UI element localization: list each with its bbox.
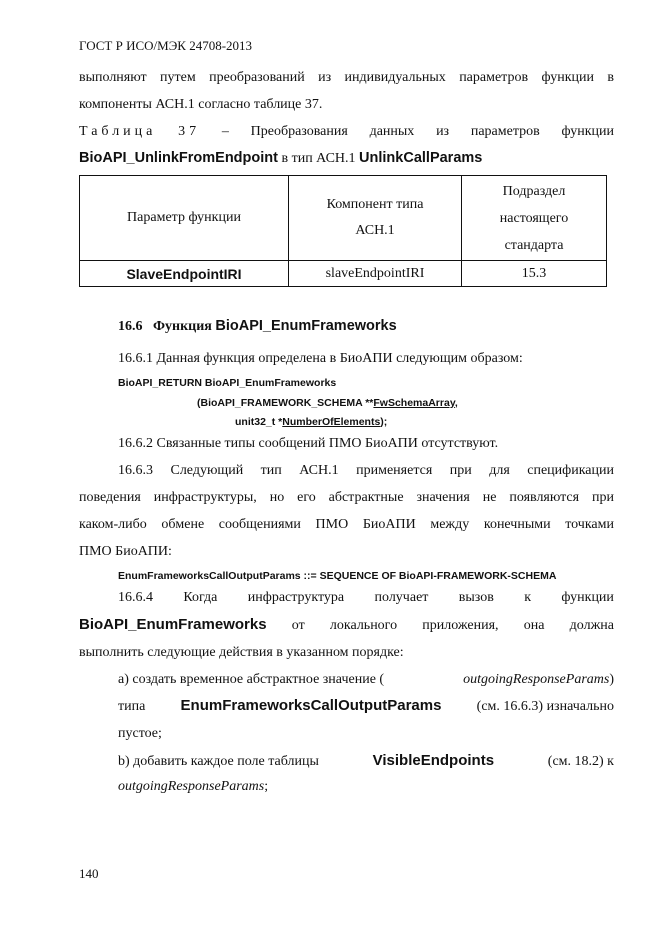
p664-word: от	[291, 618, 305, 633]
code-line-3-suffix: );	[380, 416, 388, 428]
caption-mid: в тип АСН.1	[281, 151, 356, 166]
code-line-2	[197, 397, 458, 409]
intro-line-2: компоненты АСН.1 согласно таблице 37.	[79, 97, 323, 112]
code-line-2-prefix: (BioAPI_FRAMEWORK_SCHEMA **	[197, 397, 374, 409]
p664-word: должна	[569, 618, 614, 633]
caption-word: из	[436, 124, 450, 139]
item-a-line-2	[118, 697, 614, 715]
caption-word: Таблица	[79, 124, 157, 139]
caption-word: данных	[369, 124, 415, 139]
item-a-variable: outgoingResponseParams	[463, 672, 610, 687]
p664-word: получает	[374, 590, 429, 605]
header-param: Параметр функции	[127, 210, 241, 225]
item-a-type-name: EnumFrameworksCallOutputParams	[180, 697, 442, 714]
header-component-line: АСН.1	[355, 223, 395, 238]
section-heading	[118, 318, 397, 335]
cell-param: SlaveEndpointIRI	[80, 261, 289, 287]
code-line-2-suffix: ,	[454, 397, 458, 409]
item-a-line-1	[118, 672, 614, 688]
paragraph-16-6-4-line-1	[118, 590, 614, 606]
item-b-prefix: b) добавить каждое поле таблицы	[118, 754, 319, 769]
paragraph-16-6-4-line-3: выполнить следующие действия в указанном порядке:	[79, 645, 404, 660]
item-a-line-3: пустое;	[118, 726, 162, 741]
header-section-line: настоящего	[499, 210, 569, 226]
paragraph-16-6-3-line-2: поведения инфраструктуры, но его абстрактные значения не появляются при	[79, 490, 614, 505]
caption-word: функции	[561, 124, 614, 139]
code-line-3-prefix: unit32_t *	[235, 416, 283, 428]
paragraph-16-6-1: 16.6.1 Данная функция определена в БиоАПИ следующим образом:	[118, 351, 523, 366]
caption-word: Преобразования	[250, 124, 348, 139]
item-b-end: ;	[264, 779, 269, 794]
p664-word: 16.6.4	[118, 590, 153, 605]
header-component-line: Компонент типа	[326, 197, 424, 212]
item-b-line-2	[118, 779, 268, 795]
p664-word: локального	[329, 618, 398, 633]
section-function-name: BioAPI_EnumFrameworks	[215, 318, 397, 334]
p664-word: функции	[561, 590, 614, 605]
item-a-suffix: )	[609, 672, 614, 687]
caption-type-name: UnlinkCallParams	[359, 150, 483, 166]
caption-word: параметров	[470, 124, 540, 139]
table-37	[79, 175, 607, 287]
table-caption-line-1	[79, 124, 614, 140]
document-header: ГОСТ Р ИСО/МЭК 24708-2013	[79, 38, 253, 53]
header-section-line: стандарта	[504, 237, 564, 253]
caption-word: 37	[178, 124, 201, 139]
table-header-cell	[289, 176, 462, 261]
section-word: Функция	[153, 319, 212, 334]
item-b-line-1	[118, 752, 614, 770]
item-b-table-name: VisibleEndpoints	[372, 752, 495, 769]
p664-function-name: BioAPI_EnumFrameworks	[79, 616, 267, 633]
code-line-3	[235, 416, 387, 428]
page-number: 140	[79, 866, 99, 881]
code-param-numberofelements: NumberOfElements	[282, 416, 381, 428]
header-section-line: Подраздел	[502, 183, 566, 199]
caption-word: –	[221, 124, 229, 139]
item-a-prefix: а) создать временное абстрактное значение (	[118, 672, 385, 687]
p664-word: вызов	[458, 590, 494, 605]
table-header-cell	[80, 176, 289, 261]
caption-function-name: BioAPI_UnlinkFromEndpoint	[79, 150, 278, 166]
item-a-line2-pre: типа	[118, 699, 146, 714]
cell-component: slaveEndpointIRI	[289, 261, 462, 287]
paragraph-16-6-3-line-4: ПМО БиоАПИ:	[79, 544, 172, 559]
paragraph-16-6-3-line-3: каком-либо обмене сообщениями ПМО БиоАПИ между конечными точками	[79, 517, 614, 532]
table-caption-line-2	[79, 150, 482, 167]
paragraph-16-6-3-line-1: 16.6.3 Следующий тип АСН.1 применяется при для спецификации	[118, 463, 614, 478]
table-header-cell	[462, 176, 607, 261]
p664-word: она	[523, 618, 545, 633]
item-b-suffix: (см. 18.2) к	[547, 754, 614, 769]
code-param-fwschemaarray: FwSchemaArray	[373, 397, 455, 409]
paragraph-16-6-2: 16.6.2 Связанные типы сообщений ПМО БиоАПИ отсутствуют.	[118, 436, 499, 451]
p664-word: инфраструктура	[247, 590, 345, 605]
item-b-variable: outgoingResponseParams	[118, 779, 265, 794]
table-row	[80, 261, 607, 287]
item-a-line2-post: (см. 16.6.3) изначально	[476, 699, 614, 714]
p664-word: приложения,	[422, 618, 499, 633]
intro-line-1: выполняют путем преобразований из индивидуальных параметров функции в	[79, 70, 614, 85]
code-line-1: BioAPI_RETURN BioAPI_EnumFrameworks	[118, 377, 337, 389]
section-number: 16.6	[118, 319, 143, 334]
paragraph-16-6-4-line-2	[79, 616, 614, 634]
table-header-row	[80, 176, 607, 261]
asn-definition: EnumFrameworksCallOutputParams ::= SEQUENCE OF BioAPI-FRAMEWORK-SCHEMA	[118, 570, 557, 582]
p664-word: к	[524, 590, 532, 605]
cell-section: 15.3	[462, 261, 607, 287]
p664-word: Когда	[183, 590, 218, 605]
